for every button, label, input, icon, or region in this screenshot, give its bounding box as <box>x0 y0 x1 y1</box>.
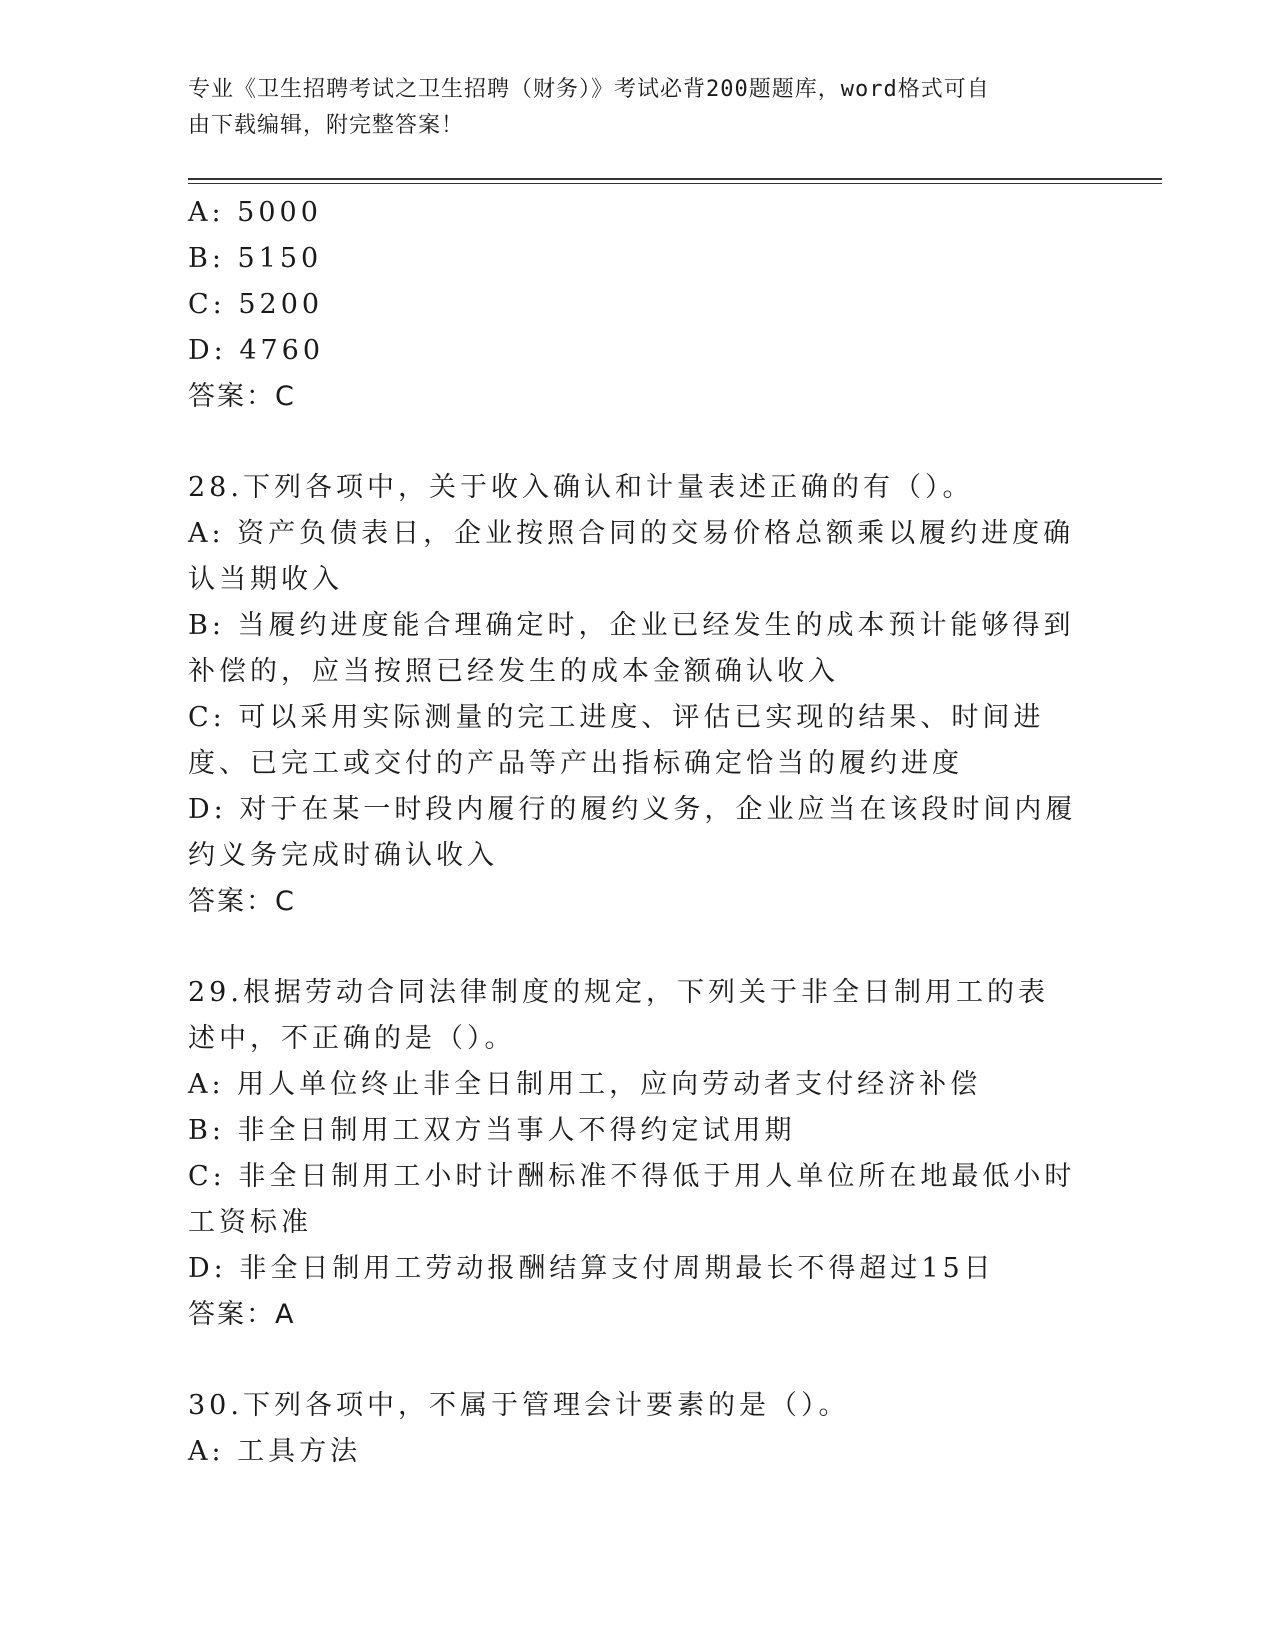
question-content <box>188 190 1078 1475</box>
document-header <box>188 72 1068 144</box>
answer: 答案：A <box>188 1299 296 1330</box>
question-28 <box>188 465 1078 925</box>
header-divider-thick <box>188 178 1162 180</box>
option-a: A: 资产负债表日，企业按照合同的交易价格总额乘以履约进度确认当期收入 <box>188 518 1075 595</box>
option-b: B: 非全日制用工双方当事人不得约定试用期 <box>188 1115 796 1146</box>
header-line-2: 由下载编辑，附完整答案！ <box>188 113 465 138</box>
option-d: D: 对于在某一时段内履行的履约义务，企业应当在该段时间内履约义务完成时确认收入 <box>188 794 1077 871</box>
question-30 <box>188 1383 1078 1475</box>
option-c: C: 5200 <box>188 289 324 320</box>
option-c: C: 非全日制用工小时计酬标准不得低于用人单位所在地最低小时工资标准 <box>188 1161 1076 1238</box>
option-a: A: 工具方法 <box>188 1436 362 1467</box>
question-stem: 28.下列各项中，关于收入确认和计量表述正确的有（）。 <box>188 472 974 503</box>
header-divider-thin <box>188 183 1162 184</box>
option-d: D: 4760 <box>188 335 325 366</box>
header-line-1: 专业《卫生招聘考试之卫生招聘（财务）》考试必背200题题库，word格式可自 <box>188 77 990 102</box>
question-27 <box>188 190 1078 420</box>
option-d: D: 非全日制用工劳动报酬结算支付周期最长不得超过15日 <box>188 1253 995 1284</box>
option-a: A: 用人单位终止非全日制用工，应向劳动者支付经济补偿 <box>188 1069 982 1100</box>
option-b: B: 当履约进度能合理确定时，企业已经发生的成本预计能够得到补偿的，应当按照已经发生的成本金额确认收入 <box>188 610 1075 687</box>
question-stem: 29.根据劳动合同法律制度的规定，下列关于非全日制用工的表述中，不正确的是（）。 <box>188 977 1049 1054</box>
option-b: B: 5150 <box>188 243 323 274</box>
question-stem: 30.下列各项中，不属于管理会计要素的是（）。 <box>188 1390 850 1421</box>
question-29 <box>188 970 1078 1338</box>
option-a: A: 5000 <box>188 197 322 228</box>
option-c: C: 可以采用实际测量的完工进度、评估已实现的结果、时间进度、已完工或交付的产品等产出指标确定恰当的履约进度 <box>188 702 1045 779</box>
answer: 答案：C <box>188 886 296 917</box>
answer: 答案：C <box>188 381 296 412</box>
